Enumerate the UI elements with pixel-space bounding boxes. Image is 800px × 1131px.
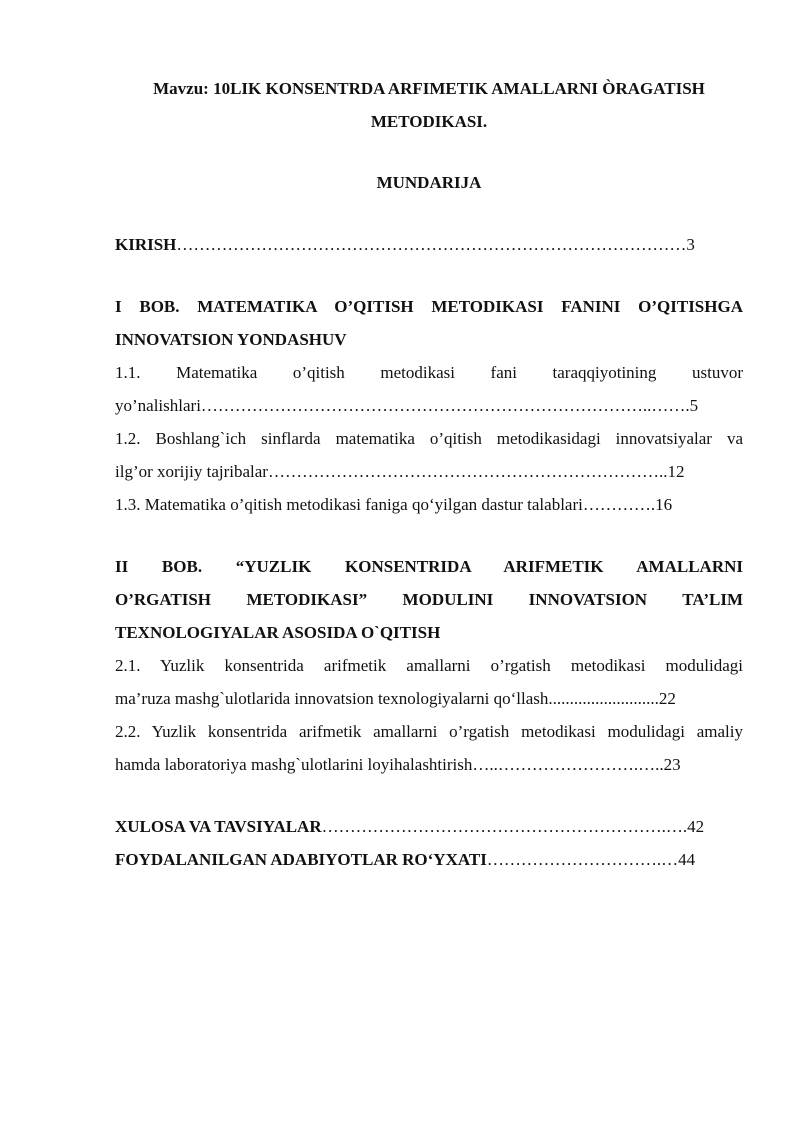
toc-entry-1-1-line-1[interactable]: 1.1. Matematika o’qitish metodikasi fani taraqqiyotining ustuvor — [115, 363, 743, 382]
document-page — [115, 72, 743, 876]
chapter-2-title-line-1[interactable]: II BOB. “YUZLIK KONSENTRIDA ARIFMETIK AMALLARNI — [115, 557, 743, 576]
toc-entry-2-2-line-2[interactable]: hamda laboratoriya mashg`ulotlarini loyihalashtirish…..…………………….…..23 — [115, 755, 681, 774]
toc-entry-references[interactable] — [115, 843, 743, 876]
toc-entry-1-3[interactable]: 1.3. Matematika o’qitish metodikasi faniga qo‘yilgan dastur talablari………….16 — [115, 495, 673, 514]
toc-entry-1-1-line-2[interactable]: yo’nalishlari……………………………………………………………………..…….5 — [115, 396, 699, 415]
toc-heading: MUNDARIJA — [376, 173, 482, 192]
toc-entry-intro-leader: ……………………………………………………………………………… — [176, 235, 687, 254]
toc-entry-conclusion-page: 42 — [687, 817, 705, 836]
toc-entry-2-2-line-1[interactable]: 2.2. Yuzlik konsentrida arifmetik amallarni o’rgatish metodikasi modulidagi amaliy — [115, 722, 743, 741]
chapter-1-title-line-1[interactable]: I BOB. MATEMATIKA O’QITISH METODIKASI FANINI O’QITISHGA — [115, 297, 743, 316]
toc-entry-references-label: FOYDALANILGAN ADABIYOTLAR RO‘YXATI — [115, 850, 487, 869]
toc-entry-2-1-line-2[interactable]: ma’ruza mashg`ulotlarida innovatsion texnologiyalarni qo‘llash..........................22 — [115, 689, 676, 708]
toc-entry-references-page: 44 — [678, 850, 696, 869]
chapter-2-title-line-2[interactable]: O’RGATISH METODIKASI” MODULINI INNOVATSION TA’LIM — [115, 590, 743, 609]
toc-entry-1-2-line-1[interactable]: 1.2. Boshlang`ich sinflarda matematika o’qitish metodikasidagi innovatsiyalar va — [115, 429, 743, 448]
toc-entry-intro[interactable] — [115, 228, 743, 261]
chapter-1-title-line-2[interactable]: INNOVATSION YONDASHUV — [115, 330, 347, 349]
toc-entry-references-leader: ………………………….… — [486, 850, 679, 869]
toc-entry-2-1-line-1[interactable]: 2.1. Yuzlik konsentrida arifmetik amallarni o’rgatish metodikasi modulidagi — [115, 656, 743, 675]
toc-entry-intro-page: 3 — [686, 235, 695, 254]
toc-entry-conclusion-label: XULOSA VA TAVSIYALAR — [115, 817, 322, 836]
toc-entry-1-2-line-2[interactable]: ilg’or xorijiy tajribalar……………………………………………………………..12 — [115, 462, 685, 481]
toc-entry-intro-label: KIRISH — [115, 235, 177, 254]
document-title-line-2: METODIKASI. — [370, 112, 488, 131]
chapter-2-title-line-3[interactable]: TEXNOLOGIYALAR ASOSIDA O`QITISH — [115, 623, 441, 642]
toc-entry-conclusion[interactable] — [115, 810, 743, 843]
toc-entry-conclusion-leader: …………………………………………………….…. — [321, 817, 688, 836]
document-title-line-1: Mavzu: 10LIK KONSENTRDA ARFIMETIK AMALLARNI ÒRAGATISH — [153, 79, 705, 98]
